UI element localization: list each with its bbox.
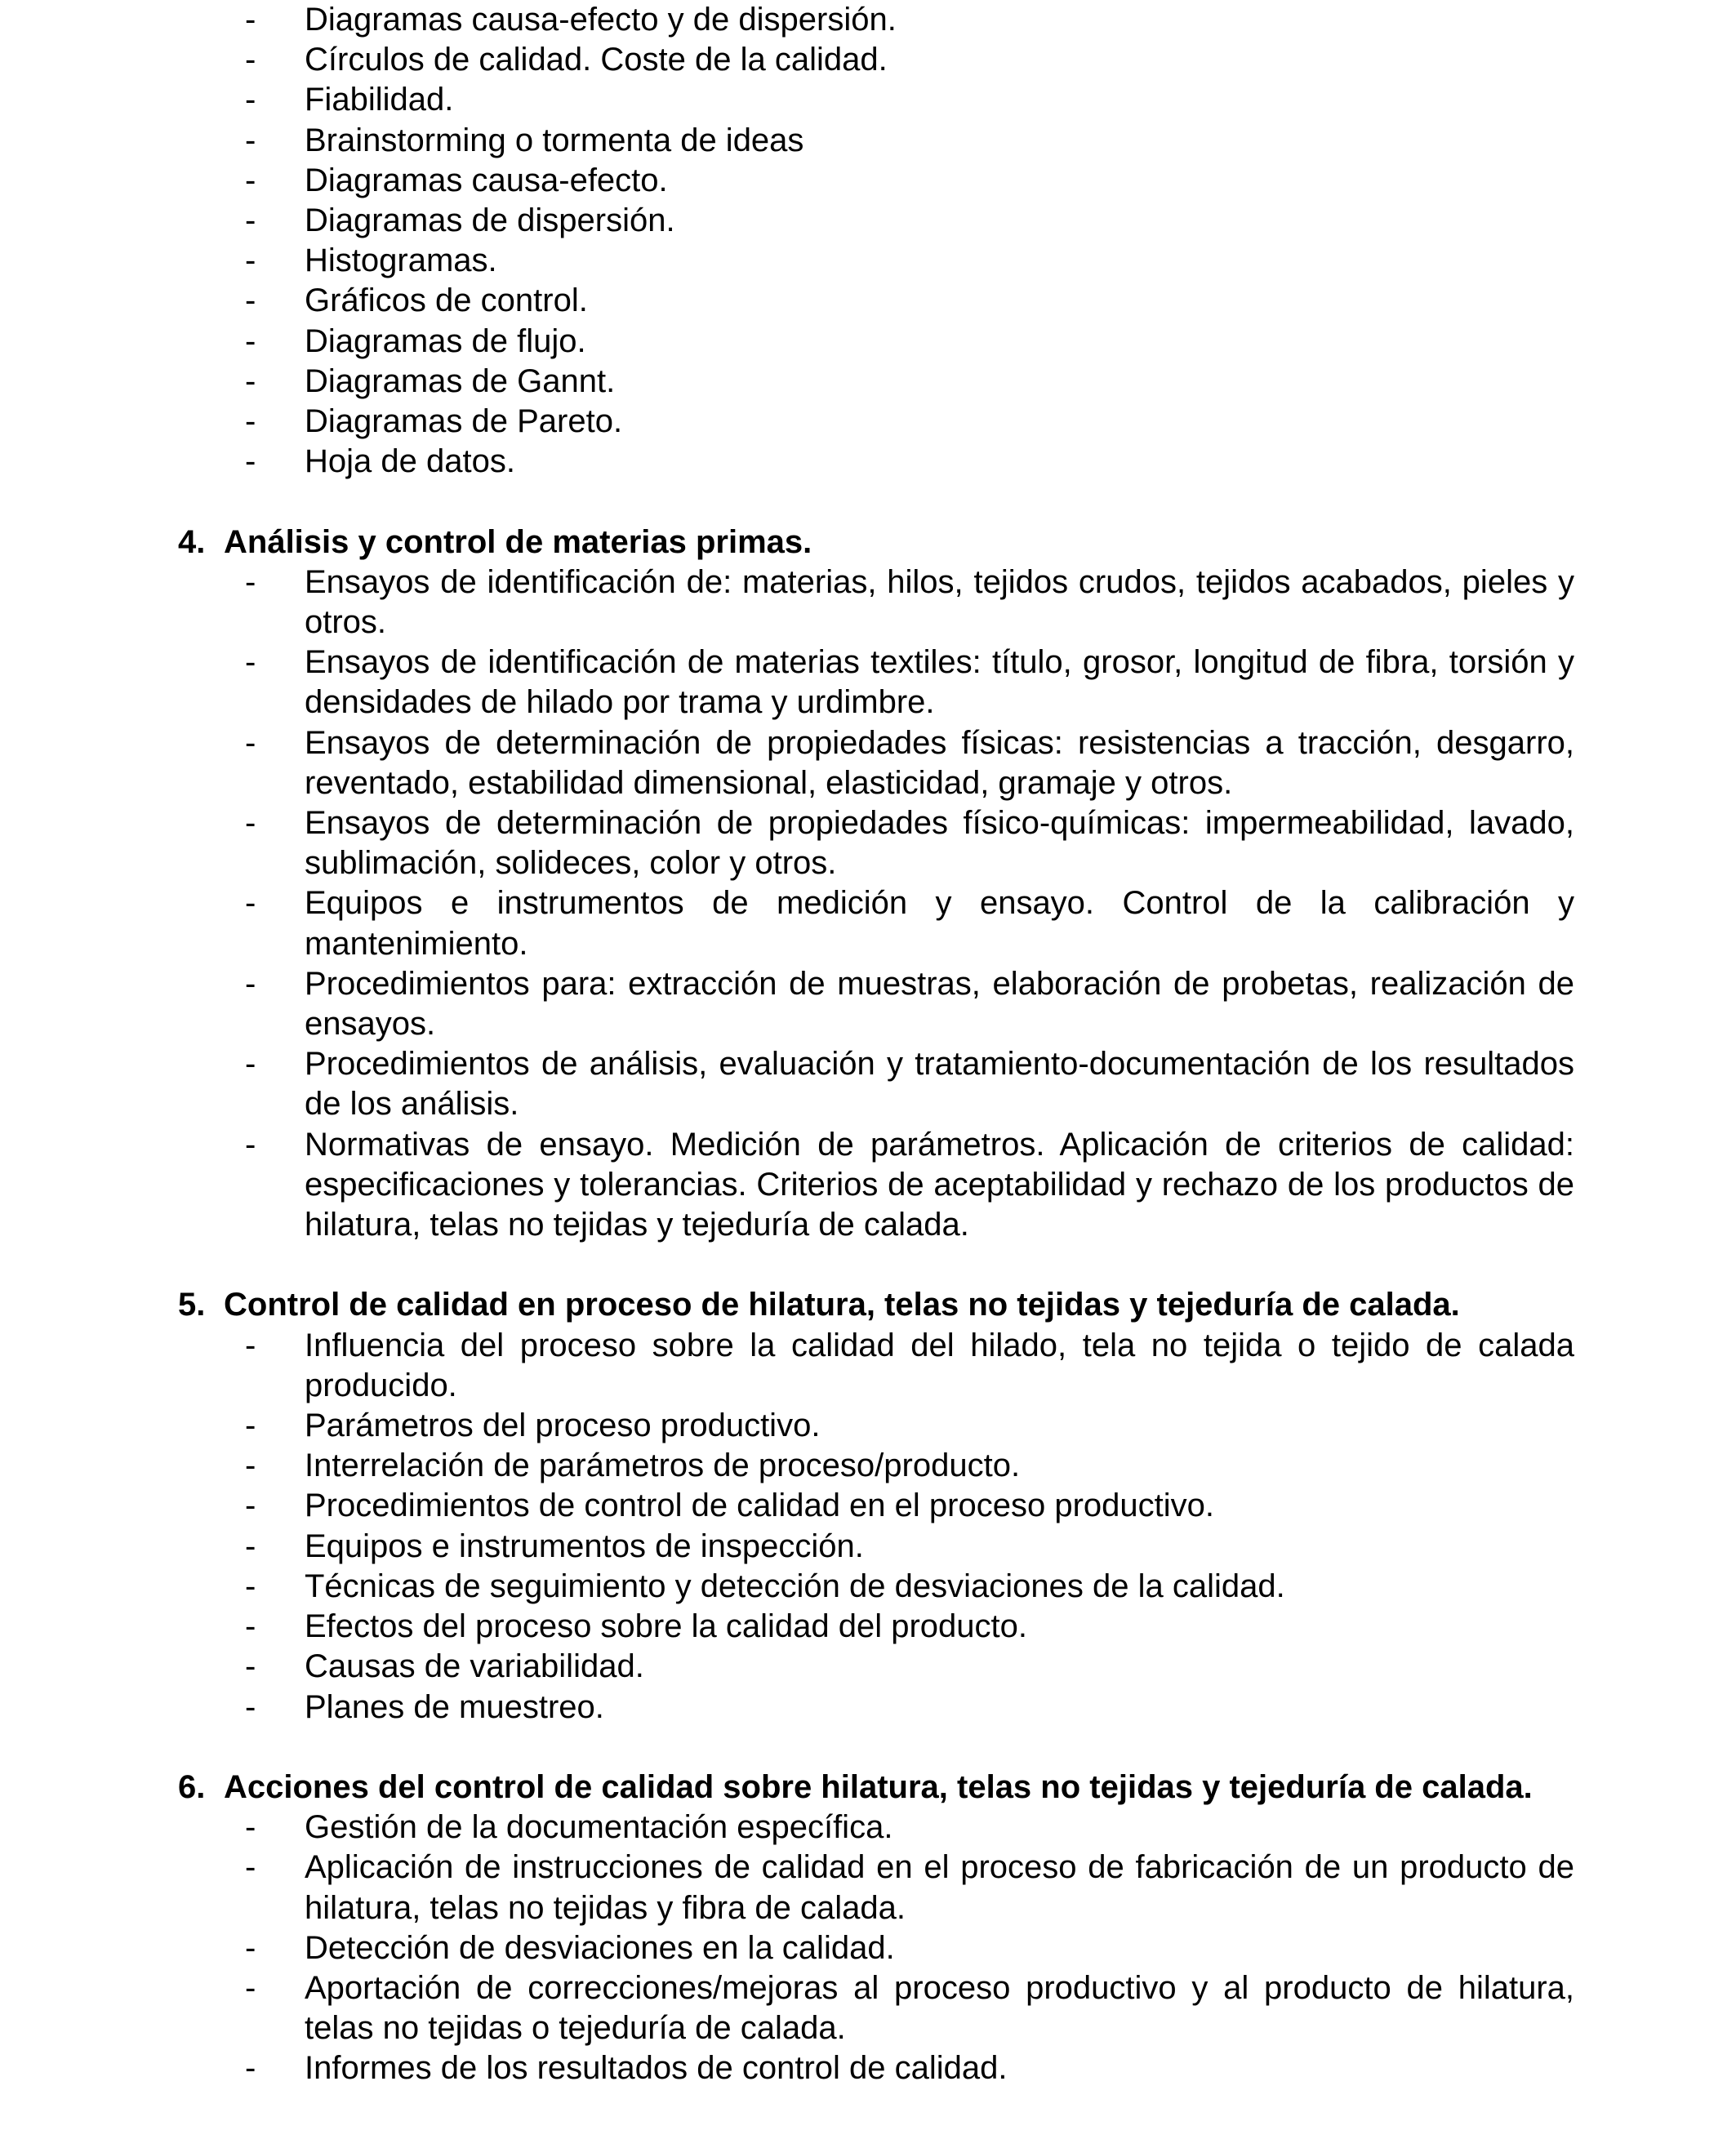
list-item: [178, 1688, 1574, 1728]
section-bullet-list: [0, 563, 1736, 1245]
list-item: [178, 1647, 1574, 1687]
list-item: [178, 803, 1574, 883]
bullet-dash: -: [245, 322, 256, 359]
list-item: [178, 281, 1574, 321]
list-item-text: Diagramas de Pareto.: [305, 403, 623, 440]
list-item: [178, 563, 1574, 643]
list-item: [178, 121, 1574, 161]
list-item-text: Brainstorming o tormenta de ideas: [305, 122, 804, 158]
list-item-text: Procedimientos de análisis, evaluación y tratamiento-documentación de los resultados de los análisis.: [305, 1046, 1574, 1123]
list-item-text: Procedimientos de control de calidad en el proceso productivo.: [305, 1488, 1214, 1524]
list-item-text: Gráficos de control.: [305, 282, 588, 319]
bullet-dash: -: [245, 1849, 256, 1886]
list-item-text: Interrelación de parámetros de proceso/producto.: [305, 1448, 1021, 1484]
bullet-dash: -: [245, 122, 256, 158]
bullet-dash: -: [245, 282, 256, 319]
section-block: [0, 523, 1736, 1246]
bullet-dash: -: [245, 202, 256, 239]
bullet-dash: -: [245, 1488, 256, 1524]
section-number: 6.: [178, 1768, 206, 1805]
list-item-text: Normativas de ensayo. Medición de parámetros. Aplicación de criterios de calidad: especificaciones y tolerancias. Criterios de aceptabilidad y rechazo de los productos de hilatura, telas no tejidas y tejeduría de calada.: [305, 1126, 1574, 1243]
list-item-text: Planes de muestreo.: [305, 1688, 604, 1725]
list-item-text: Ensayos de determinación de propiedades físicas: resistencias a tracción, desgarro, reventado, estabilidad dimensional, elasticidad, gramaje y otros.: [305, 724, 1574, 801]
list-item-text: Efectos del proceso sobre la calidad del producto.: [305, 1608, 1027, 1645]
list-item: [178, 241, 1574, 281]
intro-bullet-list: [0, 0, 1736, 482]
bullet-dash: -: [245, 1528, 256, 1564]
bullet-dash: -: [245, 1408, 256, 1444]
bullet-dash: -: [245, 403, 256, 440]
section-title: Acciones del control de calidad sobre hilatura, telas no tejidas y tejeduría de calada.: [224, 1768, 1533, 1805]
list-item-text: Ensayos de identificación de materias textiles: título, grosor, longitud de fibra, torsión y densidades de hilado por trama y urdimbre.: [305, 644, 1574, 721]
list-item-text: Causas de variabilidad.: [305, 1648, 644, 1685]
section-block: [0, 1768, 1736, 2089]
bullet-dash: -: [245, 162, 256, 198]
bullet-dash: -: [245, 965, 256, 1002]
list-item: [178, 0, 1574, 40]
bullet-dash: -: [245, 885, 256, 922]
list-item: [178, 1326, 1574, 1406]
section-bullet-list: [0, 1808, 1736, 2088]
section-heading: [178, 523, 1574, 563]
list-item: [178, 322, 1574, 362]
list-item-text: Aportación de correcciones/mejoras al proceso productivo y al producto de hilatura, telas no tejidas o tejeduría de calada.: [305, 1969, 1574, 2047]
section-number: 4.: [178, 523, 206, 560]
list-item-text: Técnicas de seguimiento y detección de desviaciones de la calidad.: [305, 1568, 1285, 1604]
list-item: [178, 1928, 1574, 1968]
list-item: [178, 1808, 1574, 1848]
bullet-dash: -: [245, 362, 256, 399]
list-item: [178, 402, 1574, 442]
list-item: [178, 362, 1574, 402]
bullet-dash: -: [245, 644, 256, 681]
list-item-text: Ensayos de identificación de: materias, hilos, tejidos crudos, tejidos acabados, pieles y otros.: [305, 563, 1574, 641]
bullet-dash: -: [245, 805, 256, 842]
list-item: [178, 1406, 1574, 1446]
list-item-text: Gestión de la documentación específica.: [305, 1809, 893, 1846]
section-title: Análisis y control de materias primas.: [224, 523, 812, 560]
section-number: 5.: [178, 1287, 206, 1323]
list-item: [178, 964, 1574, 1044]
list-item-text: Informes de los resultados de control de calidad.: [305, 2050, 1008, 2087]
list-item: [178, 1848, 1574, 1928]
list-item-text: Diagramas de dispersión.: [305, 202, 675, 239]
list-item: [178, 723, 1574, 803]
section-heading: [178, 1285, 1574, 1325]
list-item: [178, 40, 1574, 80]
list-item: [178, 643, 1574, 723]
bullet-dash: -: [245, 1688, 256, 1725]
bullet-dash: -: [245, 563, 256, 600]
bullet-dash: -: [245, 2, 256, 38]
list-item: [178, 1486, 1574, 1526]
bullet-dash: -: [245, 1969, 256, 2006]
list-item: [178, 2048, 1574, 2088]
list-item-text: Diagramas causa-efecto y de dispersión.: [305, 2, 897, 38]
list-item-text: Aplicación de instrucciones de calidad en el proceso de fabricación de un producto de hilatura, telas no tejidas y fibra de calada.: [305, 1849, 1574, 1926]
list-item: [178, 1125, 1574, 1246]
list-item-text: Fiabilidad.: [305, 82, 454, 118]
list-item: [178, 1044, 1574, 1124]
bullet-dash: -: [245, 1046, 256, 1083]
bullet-dash: -: [245, 2050, 256, 2087]
list-item: [178, 1446, 1574, 1486]
list-item: [178, 1527, 1574, 1567]
list-item: [178, 201, 1574, 241]
bullet-dash: -: [245, 42, 256, 78]
list-item-text: Procedimientos para: extracción de muestras, elaboración de probetas, realización de ensayos.: [305, 965, 1574, 1043]
bullet-dash: -: [245, 1448, 256, 1484]
list-item-text: Ensayos de determinación de propiedades físico-químicas: impermeabilidad, lavado, sublimación, solideces, color y otros.: [305, 805, 1574, 882]
list-item-text: Hoja de datos.: [305, 443, 515, 480]
section-title: Control de calidad en proceso de hilatura, telas no tejidas y tejeduría de calada.: [224, 1287, 1460, 1323]
list-item: [178, 1968, 1574, 2048]
bullet-dash: -: [245, 443, 256, 480]
section-heading: [178, 1768, 1574, 1808]
list-item: [178, 161, 1574, 201]
list-item-text: Diagramas de Gannt.: [305, 362, 616, 399]
list-item-text: Parámetros del proceso productivo.: [305, 1408, 821, 1444]
bullet-dash: -: [245, 1568, 256, 1604]
list-item-text: Histogramas.: [305, 242, 497, 279]
section-bullet-list: [0, 1326, 1736, 1728]
list-item-text: Detección de desviaciones en la calidad.: [305, 1929, 895, 1966]
sections-container: [0, 523, 1736, 2089]
list-item-text: Equipos e instrumentos de medición y ensayo. Control de la calibración y mantenimiento.: [305, 885, 1574, 962]
list-item: [178, 883, 1574, 963]
list-item-text: Equipos e instrumentos de inspección.: [305, 1528, 864, 1564]
list-item: [178, 442, 1574, 482]
bullet-dash: -: [245, 1126, 256, 1163]
list-item-text: Diagramas causa-efecto.: [305, 162, 668, 198]
list-item: [178, 1567, 1574, 1607]
list-item: [178, 1607, 1574, 1647]
bullet-dash: -: [245, 1809, 256, 1846]
bullet-dash: -: [245, 1648, 256, 1685]
bullet-dash: -: [245, 724, 256, 761]
bullet-dash: -: [245, 1608, 256, 1645]
bullet-dash: -: [245, 1327, 256, 1363]
list-item-text: Círculos de calidad. Coste de la calidad.: [305, 42, 888, 78]
bullet-dash: -: [245, 82, 256, 118]
section-block: [0, 1285, 1736, 1727]
list-item-text: Influencia del proceso sobre la calidad del hilado, tela no tejida o tejido de calada producido.: [305, 1327, 1574, 1403]
bullet-dash: -: [245, 242, 256, 279]
bullet-dash: -: [245, 1929, 256, 1966]
list-item: [178, 80, 1574, 120]
list-item-text: Diagramas de flujo.: [305, 322, 586, 359]
